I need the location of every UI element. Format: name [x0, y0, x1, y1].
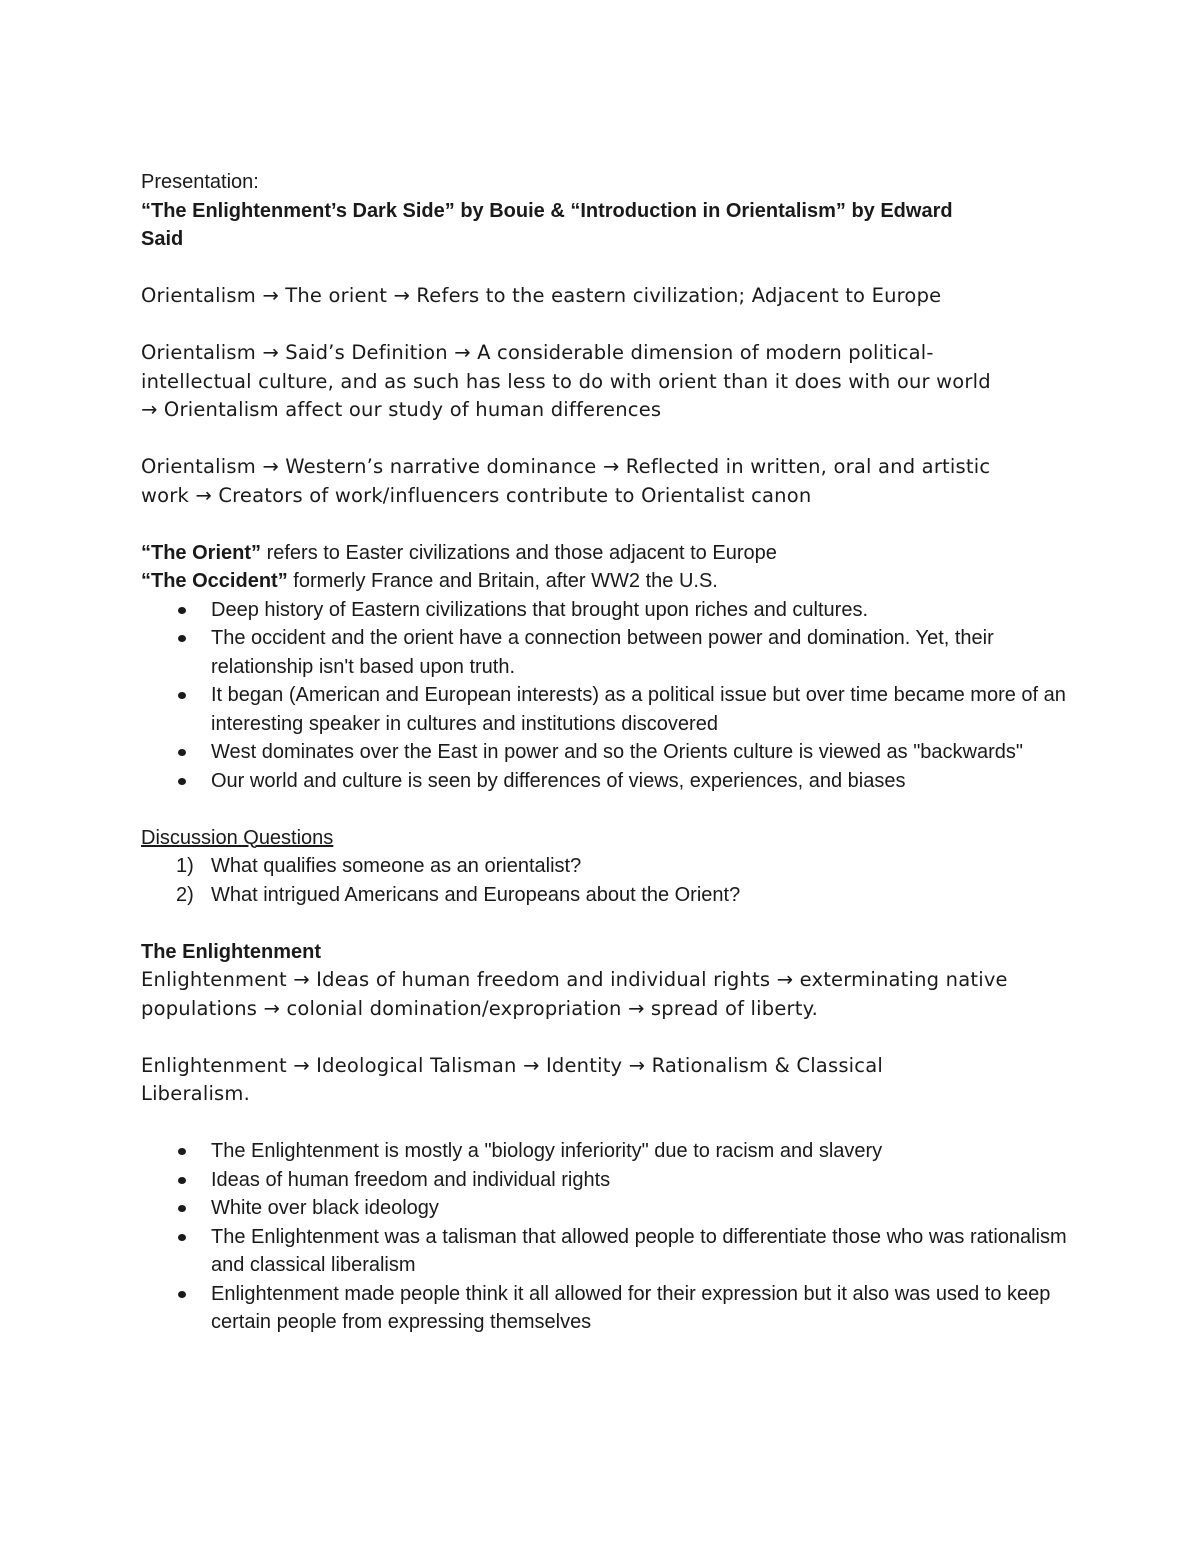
definition-occident [141, 567, 1071, 596]
definition-term: “The Orient” [141, 541, 262, 564]
bullet-icon [178, 607, 186, 614]
bullet-icon [178, 1234, 186, 1241]
list-item: Our world and culture is seen by differences of views, experiences, and biases [141, 767, 1071, 796]
orientalism-chain-1: Orientalism → The orient → Refers to the eastern civilization; Adjacent to Europe [141, 284, 942, 307]
spacer [141, 311, 1071, 340]
title-line-1: “The Enlightenment’s Dark Side” by Bouie & “Introduction in Orientalism” by Edward [141, 199, 953, 222]
enlightenment-bullet-list [141, 1137, 1071, 1337]
definition-term: “The Occident” [141, 570, 288, 592]
discussion-question-list [141, 852, 1071, 909]
bullet-icon [178, 1177, 186, 1184]
bullet-icon [178, 692, 186, 699]
enlightenment-chain-2: Enlightenment → Ideological Talisman → Identity → Rationalism & Classical Liberalism. [141, 1053, 883, 1105]
bullet-icon [178, 1205, 186, 1212]
discussion-heading: Discussion Questions [141, 826, 334, 849]
orient-bullet-list [141, 596, 1071, 796]
spacer [141, 510, 1071, 539]
definition-text: refers to Easter civilizations and those adjacent to Europe [261, 541, 777, 564]
document-page [141, 168, 1071, 1337]
list-item: Ideas of human freedom and individual rights [141, 1166, 1071, 1195]
spacer [141, 1109, 1071, 1138]
list-item: Deep history of Eastern civilizations that brought upon riches and cultures. [141, 596, 1071, 625]
list-item: The Enlightenment is mostly a "biology inferiority" due to racism and slavery [141, 1137, 1071, 1166]
spacer [141, 909, 1071, 938]
list-item: West dominates over the East in power and so the Orients culture is viewed as "backwards" [141, 738, 1071, 767]
definition-text: formerly France and Britain, after WW2 the U.S. [287, 570, 718, 592]
document-title [141, 197, 1071, 254]
list-item: It began (American and European interests) as a political issue but over time became more of an interesting speaker in cultures and institutions discovered [141, 681, 1071, 738]
spacer [141, 795, 1071, 824]
orientalism-chain-2: Orientalism → Said’s Definition → A considerable dimension of modern political-intellectual culture, and as such has less to do with orient than it does with our world → Orientalism affect our study of human differences [141, 341, 991, 421]
definition-orient [141, 539, 1071, 568]
list-item: White over black ideology [141, 1194, 1071, 1223]
orientalism-chain-3: Orientalism → Western’s narrative dominance → Reflected in written, oral and artistic work → Creators of work/influencers contribute to Orientalist canon [141, 455, 991, 507]
bullet-icon [178, 1291, 186, 1298]
spacer [141, 425, 1071, 454]
list-item: The Enlightenment was a talisman that allowed people to differentiate those who was rationalism and classical liberalism [141, 1223, 1071, 1280]
bullet-icon [178, 1148, 186, 1155]
list-item: 1) What qualifies someone as an orientalist? [176, 855, 582, 877]
spacer [141, 1023, 1071, 1052]
title-line-2: Said [141, 228, 184, 250]
bullet-icon [178, 635, 186, 642]
bullet-icon [178, 749, 186, 756]
spacer [141, 254, 1071, 283]
list-item: Enlightenment made people think it all allowed for their expression but it also was used to keep certain people from expressing themselves [141, 1280, 1071, 1337]
enlightenment-heading: The Enlightenment [141, 940, 321, 963]
list-item: 2) What intrigued Americans and Europeans about the Orient? [176, 883, 741, 906]
bullet-icon [178, 778, 186, 785]
enlightenment-chain-1: Enlightenment → Ideas of human freedom and individual rights → exterminating native populations → colonial domination/expropriation → spread of liberty. [141, 968, 1008, 1020]
presentation-label: Presentation: [141, 171, 259, 193]
list-item: The occident and the orient have a connection between power and domination. Yet, their relationship isn't based upon truth. [141, 624, 1071, 681]
